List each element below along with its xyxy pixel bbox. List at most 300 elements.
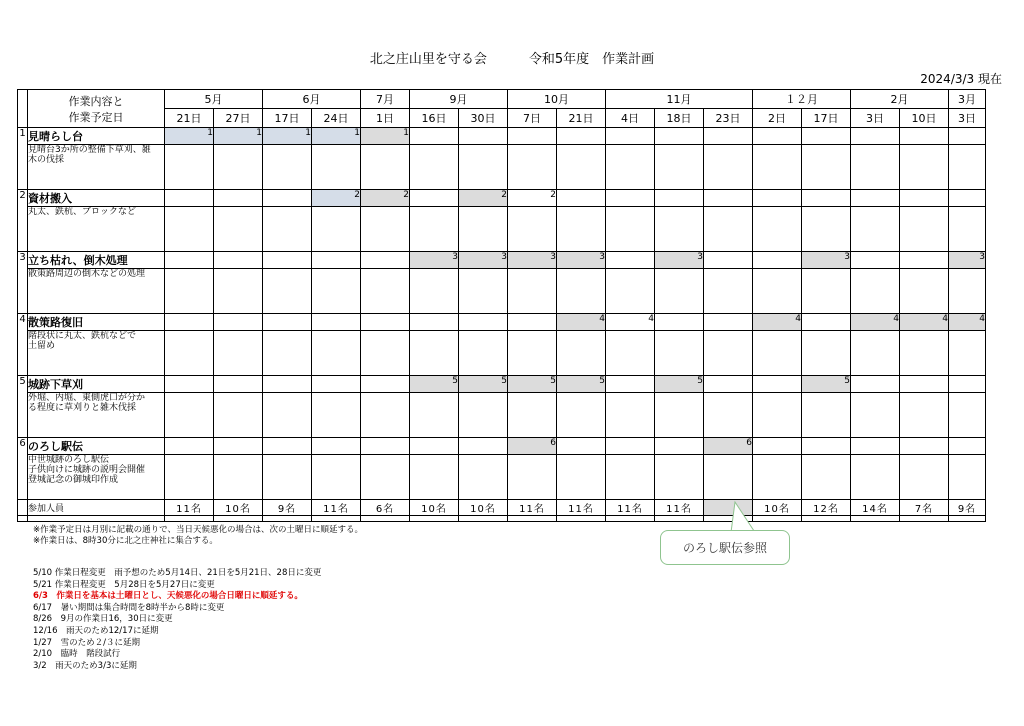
schedule-cell [606,376,655,393]
task-description: 散策路周辺の倒木などの処理 [28,269,165,314]
schedule-cell-blank [900,331,949,376]
schedule-cell-blank [704,393,753,438]
schedule-cell: 4 [900,314,949,331]
change-entry: 8/26 9月の作業日16，30日に変更 [33,614,173,625]
schedule-cell [361,438,410,455]
schedule-cell [361,314,410,331]
schedule-cell-blank [851,269,900,314]
schedule-cell: 5 [459,376,508,393]
plan-title: 令和5年度 作業計画 [528,52,655,67]
schedule-cell-blank [802,145,851,190]
task-name: 立ち枯れ、倒木処理 [28,252,165,269]
task-name: 資材搬入 [28,190,165,207]
attendance-count: 11名 [508,500,557,516]
schedule-cell: 2 [508,190,557,207]
blank-cell [165,516,214,522]
as-of-date: 2024/3/3 現在 [920,72,1002,86]
schedule-cell [410,438,459,455]
schedule-cell [802,190,851,207]
month-header: １２月 [753,90,851,109]
schedule-cell-blank [459,393,508,438]
attendance-count: 11名 [606,500,655,516]
blank-cell [606,516,655,522]
schedule-cell-blank [655,207,704,252]
schedule-cell-blank [753,393,802,438]
schedule-cell [165,314,214,331]
schedule-cell [753,252,802,269]
day-header: 4日 [606,109,655,128]
month-header: 10月 [508,90,606,109]
schedule-cell-blank [655,145,704,190]
schedule-cell [312,252,361,269]
schedule-cell-blank [900,393,949,438]
schedule-cell-blank [557,207,606,252]
schedule-cell [900,376,949,393]
schedule-cell [410,314,459,331]
schedule-cell [459,314,508,331]
day-header: 23日 [704,109,753,128]
schedule-cell-blank [165,455,214,500]
month-header: 3月 [949,90,986,109]
schedule-cell-blank [263,207,312,252]
day-header: 3日 [949,109,986,128]
schedule-cell-blank [459,331,508,376]
schedule-cell-blank [263,269,312,314]
schedule-cell-blank [655,455,704,500]
schedule-cell [851,128,900,145]
attendance-count: 10名 [753,500,802,516]
schedule-cell [606,252,655,269]
task-description: 見晴台3か所の整備下草刈、雑 木の伐採 [28,145,165,190]
blank-cell [410,516,459,522]
org-name: 北之庄山里を守る会 [369,52,487,67]
schedule-cell-blank [802,269,851,314]
schedule-cell: 1 [214,128,263,145]
day-header: 17日 [263,109,312,128]
schedule-cell: 6 [508,438,557,455]
schedule-cell-blank [606,207,655,252]
schedule-cell-blank [557,331,606,376]
schedule-cell-blank [312,455,361,500]
schedule-cell [214,314,263,331]
schedule-cell [851,252,900,269]
schedule-cell [410,190,459,207]
schedule-cell [704,376,753,393]
schedule-cell-blank [900,207,949,252]
schedule-cell-blank [361,455,410,500]
schedule-cell [704,252,753,269]
schedule-table [17,89,986,522]
schedule-cell-blank [410,145,459,190]
schedule-cell-blank [459,269,508,314]
schedule-cell-blank [214,331,263,376]
schedule-cell-blank [410,207,459,252]
schedule-cell-blank [459,207,508,252]
schedule-cell-blank [802,455,851,500]
day-header: 24日 [312,109,361,128]
schedule-cell-blank [459,145,508,190]
attendance-count: 10名 [410,500,459,516]
schedule-cell: 3 [655,252,704,269]
schedule-cell: 5 [802,376,851,393]
schedule-cell-blank [851,455,900,500]
task-number: 5 [18,376,28,438]
blank-cell [28,516,165,522]
schedule-cell [410,128,459,145]
schedule-cell [851,438,900,455]
schedule-cell: 3 [557,252,606,269]
schedule-cell: 1 [312,128,361,145]
schedule-cell [165,438,214,455]
attendance-count: 10名 [459,500,508,516]
schedule-cell-blank [655,269,704,314]
schedule-cell [312,376,361,393]
schedule-cell-blank [165,331,214,376]
schedule-cell [900,190,949,207]
schedule-cell [655,128,704,145]
schedule-cell-blank [606,269,655,314]
schedule-cell [165,252,214,269]
schedule-cell [949,438,986,455]
schedule-cell-blank [704,455,753,500]
schedule-cell-blank [312,145,361,190]
schedule-cell-blank [851,393,900,438]
schedule-cell-blank [214,393,263,438]
schedule-cell [753,190,802,207]
schedule-cell-blank [263,145,312,190]
schedule-cell-blank [900,145,949,190]
blank-cell [18,516,28,522]
schedule-cell-blank [312,331,361,376]
schedule-cell-blank [361,145,410,190]
schedule-cell [508,314,557,331]
day-header: 16日 [410,109,459,128]
blank-cell [802,516,851,522]
schedule-cell-blank [606,331,655,376]
schedule-cell [606,128,655,145]
schedule-cell-blank [655,393,704,438]
task-number: 6 [18,438,28,500]
schedule-cell: 1 [361,128,410,145]
schedule-cell-blank [704,331,753,376]
blank-cell [312,516,361,522]
schedule-cell-blank [508,393,557,438]
schedule-cell-blank [214,145,263,190]
task-name: 散策路復旧 [28,314,165,331]
header-label [28,90,165,128]
month-header: 2月 [851,90,949,109]
day-header: 10日 [900,109,949,128]
schedule-cell [704,314,753,331]
schedule-cell-blank [263,455,312,500]
schedule-cell: 5 [655,376,704,393]
task-name: 城跡下草刈 [28,376,165,393]
attendance-count: 10名 [214,500,263,516]
schedule-cell [655,190,704,207]
attendance-num [18,500,28,516]
schedule-cell-blank [165,393,214,438]
blank-cell [900,516,949,522]
day-header: 21日 [557,109,606,128]
attendance-label: 参加人員 [28,500,165,516]
schedule-cell-blank [410,455,459,500]
schedule-cell-blank [851,331,900,376]
month-header: 7月 [361,90,410,109]
schedule-cell [312,314,361,331]
schedule-cell-blank [606,455,655,500]
schedule-cell-blank [165,145,214,190]
change-entry: 12/16 雨天のため12/17に延期 [33,625,159,636]
task-number: 2 [18,190,28,252]
schedule-cell: 3 [802,252,851,269]
schedule-cell-blank [459,455,508,500]
schedule-cell-blank [361,393,410,438]
schedule-cell [802,438,851,455]
schedule-cell-blank [704,207,753,252]
schedule-cell-blank [900,269,949,314]
schedule-cell-blank [263,331,312,376]
month-header: 6月 [263,90,361,109]
schedule-cell-blank [214,207,263,252]
blank-cell [361,516,410,522]
schedule-cell [263,438,312,455]
task-description: 外堀、内堀、東側虎口が分か る程度に草刈りと雑木伐採 [28,393,165,438]
schedule-cell [214,190,263,207]
schedule-cell-blank [949,455,986,500]
schedule-cell [508,128,557,145]
schedule-cell [704,190,753,207]
schedule-cell [949,376,986,393]
schedule-cell: 2 [361,190,410,207]
schedule-cell-blank [508,455,557,500]
blank-cell [214,516,263,522]
page-title [0,48,1024,67]
schedule-cell [753,438,802,455]
schedule-cell [312,438,361,455]
change-entry: 3/2 雨天のため3/3に延期 [33,660,137,671]
schedule-cell: 4 [606,314,655,331]
blank-cell [263,516,312,522]
schedule-cell [263,376,312,393]
change-entry: 5/21 作業日程変更 5月28日を5月27日に変更 [33,579,215,590]
schedule-cell [459,128,508,145]
schedule-cell: 5 [508,376,557,393]
schedule-cell: 1 [263,128,312,145]
schedule-cell: 2 [312,190,361,207]
schedule-cell [361,376,410,393]
schedule-cell [753,128,802,145]
schedule-cell: 2 [459,190,508,207]
schedule-cell-blank [165,207,214,252]
change-entry: 6/3 作業日を基本は土曜日とし、天候悪化の場合日曜日に順延する。 [33,591,303,602]
change-log [33,568,321,672]
attendance-count: 7名 [900,500,949,516]
blank-cell [557,516,606,522]
schedule-cell [165,190,214,207]
schedule-cell [851,190,900,207]
schedule-cell-blank [949,207,986,252]
task-description: 中世城跡のろし駅伝 子供向けに城跡の説明会開催 登城記念の御城印作成 [28,455,165,500]
change-entry: 5/10 作業日程変更 雨予想のため5月14日、21日を5月21日、28日に変更 [33,568,322,578]
schedule-cell: 4 [851,314,900,331]
schedule-cell [263,314,312,331]
change-entry: 6/17 暑い期間は集合時間を8時半から8時に変更 [33,602,225,613]
schedule-cell-blank [410,269,459,314]
day-header: 1日 [361,109,410,128]
schedule-cell-blank [949,331,986,376]
schedule-cell [655,438,704,455]
schedule-cell: 5 [557,376,606,393]
schedule-cell-blank [802,207,851,252]
schedule-cell: 3 [508,252,557,269]
schedule-cell-blank [312,207,361,252]
schedule-cell-blank [361,269,410,314]
schedule-cell [557,128,606,145]
schedule-cell-blank [557,269,606,314]
schedule-cell: 3 [949,252,986,269]
schedule-cell [606,438,655,455]
schedule-cell [361,252,410,269]
day-header: 3日 [851,109,900,128]
schedule-cell-blank [704,145,753,190]
schedule-cell [900,438,949,455]
schedule-cell-blank [753,207,802,252]
note-line: ※作業予定日は月別に記載の通りで、当日天候悪化の場合は、次の土曜日に順延する。 [33,525,363,535]
schedule-cell-blank [508,145,557,190]
schedule-cell-blank [704,269,753,314]
schedule-cell-blank [802,393,851,438]
schedule-cell-blank [753,145,802,190]
change-entry: 2/10 臨時 階段試行 [33,649,121,660]
attendance-count: 11名 [165,500,214,516]
schedule-cell [263,252,312,269]
note-line: ※作業日は、8時30分に北之庄神社に集合する。 [33,536,218,546]
schedule-cell: 5 [410,376,459,393]
month-header: 11月 [606,90,753,109]
header-label-line: 作業内容と [68,94,124,108]
schedule-cell [949,128,986,145]
task-description: 丸太、鉄杭、ブロックなど [28,207,165,252]
task-number: 3 [18,252,28,314]
schedule-cell [802,314,851,331]
day-header: 30日 [459,109,508,128]
schedule-cell-blank [263,393,312,438]
schedule-cell [704,128,753,145]
task-description: 階段状に丸太、鉄杭などで 土留め [28,331,165,376]
schedule-cell-blank [508,331,557,376]
header-label-line: 作業予定日 [68,110,124,124]
day-header: 2日 [753,109,802,128]
schedule-cell: 3 [410,252,459,269]
blank-cell [508,516,557,522]
schedule-cell-blank [508,269,557,314]
schedule-cell: 4 [753,314,802,331]
attendance-count: 9名 [949,500,986,516]
schedule-cell [949,190,986,207]
day-header: 18日 [655,109,704,128]
schedule-cell-blank [900,455,949,500]
notes [33,525,363,547]
schedule-cell-blank [753,269,802,314]
schedule-cell-blank [557,393,606,438]
schedule-cell: 4 [557,314,606,331]
attendance-count: 11名 [312,500,361,516]
schedule-cell-blank [753,331,802,376]
schedule-cell-blank [361,331,410,376]
schedule-cell: 3 [459,252,508,269]
schedule-cell-blank [851,207,900,252]
schedule-cell [214,376,263,393]
attendance-count: 14名 [851,500,900,516]
schedule-cell-blank [214,269,263,314]
blank-cell [851,516,900,522]
schedule-cell-blank [851,145,900,190]
month-header: 9月 [410,90,508,109]
schedule-cell-blank [606,145,655,190]
schedule-cell: 6 [704,438,753,455]
schedule-cell-blank [410,331,459,376]
schedule-cell-blank [312,393,361,438]
schedule-cell [655,314,704,331]
schedule-cell-blank [655,331,704,376]
schedule-cell-blank [606,393,655,438]
schedule-cell-blank [949,269,986,314]
schedule-cell-blank [214,455,263,500]
schedule-cell [753,376,802,393]
schedule-cell-blank [949,145,986,190]
schedule-cell [165,376,214,393]
schedule-cell-blank [410,393,459,438]
task-name: のろし駅伝 [28,438,165,455]
blank-cell [949,516,986,522]
schedule-cell-blank [557,455,606,500]
day-header: 17日 [802,109,851,128]
change-entry: 1/27 雪のため２/３に延期 [33,637,140,648]
schedule-cell-blank [165,269,214,314]
task-number: 1 [18,128,28,190]
attendance-count: 11名 [557,500,606,516]
attendance-count: 6名 [361,500,410,516]
month-header: 5月 [165,90,263,109]
schedule-cell-blank [949,393,986,438]
day-header: 27日 [214,109,263,128]
schedule-cell-blank [557,145,606,190]
attendance-count: 11名 [655,500,704,516]
schedule-cell [263,190,312,207]
schedule-cell [851,376,900,393]
schedule-cell-blank [802,331,851,376]
blank-cell [459,516,508,522]
header-corner [18,90,28,128]
blank-cell [655,516,704,522]
schedule-cell [606,190,655,207]
schedule-cell [557,438,606,455]
schedule-cell [802,128,851,145]
task-number: 4 [18,314,28,376]
schedule-cell: 4 [949,314,986,331]
attendance-count: 9名 [263,500,312,516]
callout-note: のろし駅伝参照 [660,530,790,565]
schedule-cell-blank [361,207,410,252]
schedule-cell-blank [312,269,361,314]
schedule-cell [900,252,949,269]
schedule-cell [214,438,263,455]
schedule-cell [214,252,263,269]
task-name: 見晴らし台 [28,128,165,145]
schedule-cell [900,128,949,145]
schedule-cell-blank [508,207,557,252]
schedule-cell [459,438,508,455]
